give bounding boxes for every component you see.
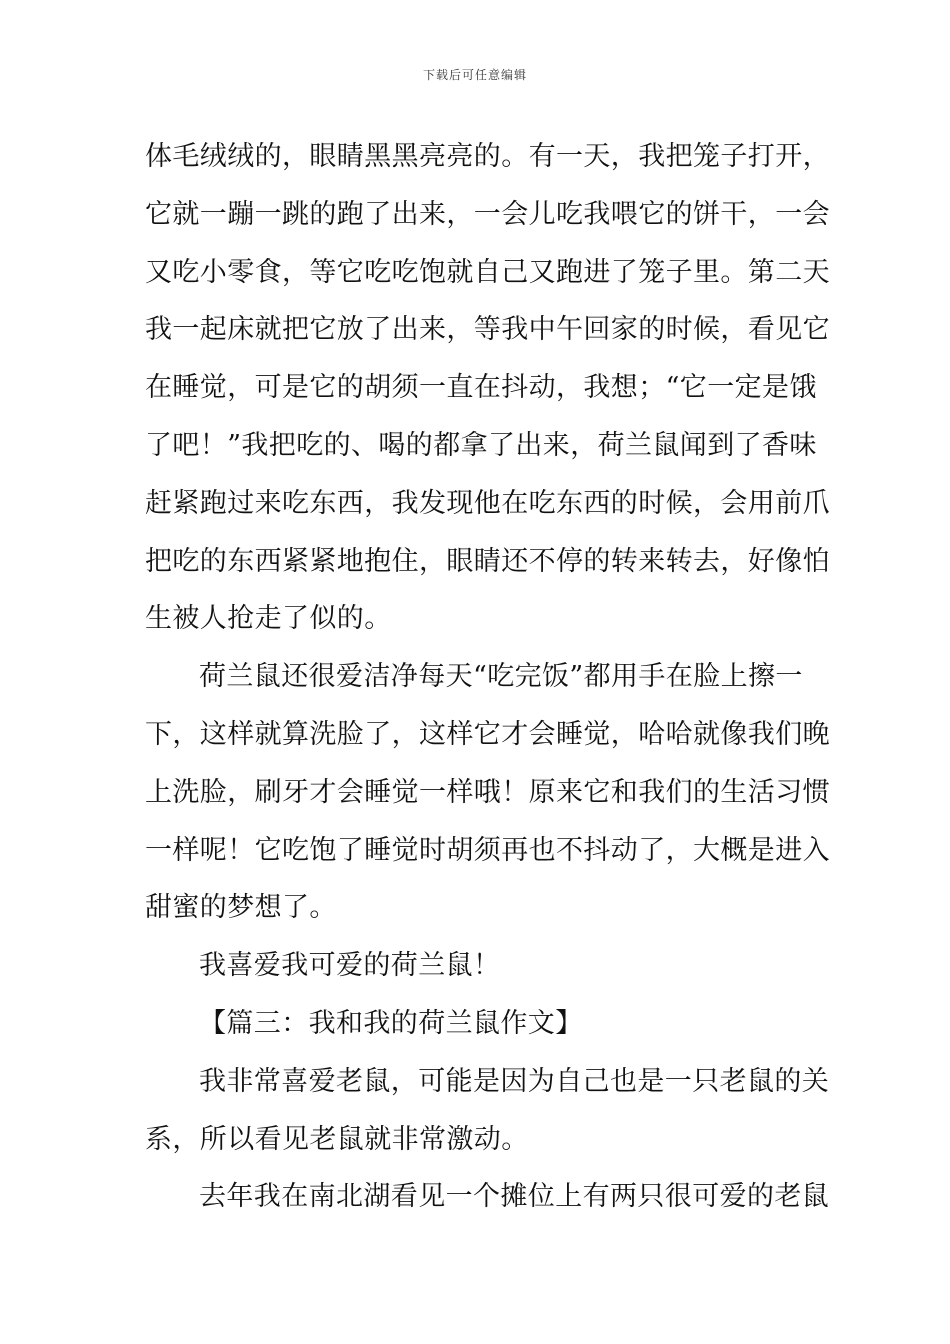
paragraph bbox=[145, 648, 830, 937]
page-header: 下载后可任意编辑 bbox=[422, 68, 527, 82]
paragraph bbox=[145, 1053, 830, 1169]
text-line: 我一起床就把它放了出来，等我中午回家的时候，看见它 bbox=[145, 314, 830, 346]
document-body bbox=[145, 128, 830, 1226]
text-line: 下，这样就算洗脸了，这样它才会睡觉，哈哈就像我们晚 bbox=[145, 718, 830, 750]
text-line: 在睡觉，可是它的胡须一直在抖动，我想；“它一定是饿 bbox=[145, 372, 817, 404]
text-line: 去年我在南北湖看见一个摊位上有两只很可爱的老鼠 bbox=[199, 1181, 830, 1213]
paragraph bbox=[145, 937, 807, 995]
paragraph bbox=[145, 128, 830, 648]
text-line: 我喜爱我可爱的荷兰鼠！ bbox=[199, 950, 501, 982]
text-line: 生被人抢走了似的。 bbox=[145, 603, 392, 635]
paragraph bbox=[145, 1168, 830, 1226]
text-line: 甜蜜的梦想了。 bbox=[145, 892, 337, 924]
section-heading bbox=[145, 995, 807, 1053]
text-line: 荷兰鼠还很爱洁净每天“吃完饭”都用手在脸上擦一 bbox=[199, 661, 803, 693]
text-line: 上洗脸，刷牙才会睡觉一样哦！原来它和我们的生活习惯 bbox=[145, 776, 830, 808]
text-line: 体毛绒绒的，眼睛黑黑亮亮的。有一天，我把笼子打开， bbox=[145, 141, 830, 172]
text-line: 了吧！”我把吃的、喝的都拿了出来，荷兰鼠闻到了香味 bbox=[145, 429, 817, 461]
text-line: 赶紧跑过来吃东西，我发现他在吃东西的时候，会用前爪 bbox=[145, 487, 830, 519]
text-line: 它就一蹦一跳的跑了出来，一会儿吃我喂它的饼干，一会 bbox=[145, 198, 830, 230]
text-line: 又吃小零食，等它吃吃饱就自己又跑进了笼子里。第二天 bbox=[145, 256, 830, 288]
text-line: 【篇三：我和我的荷兰鼠作文】 bbox=[199, 1007, 583, 1039]
text-line: 一样呢！它吃饱了睡觉时胡须再也不抖动了，大概是进入 bbox=[145, 834, 830, 866]
text-line: 我非常喜爱老鼠，可能是因为自己也是一只老鼠的关 bbox=[199, 1065, 830, 1097]
text-line: 把吃的东西紧紧地抱住，眼睛还不停的转来转去，好像怕 bbox=[145, 545, 830, 577]
text-line: 系，所以看见老鼠就非常激动。 bbox=[145, 1123, 529, 1155]
